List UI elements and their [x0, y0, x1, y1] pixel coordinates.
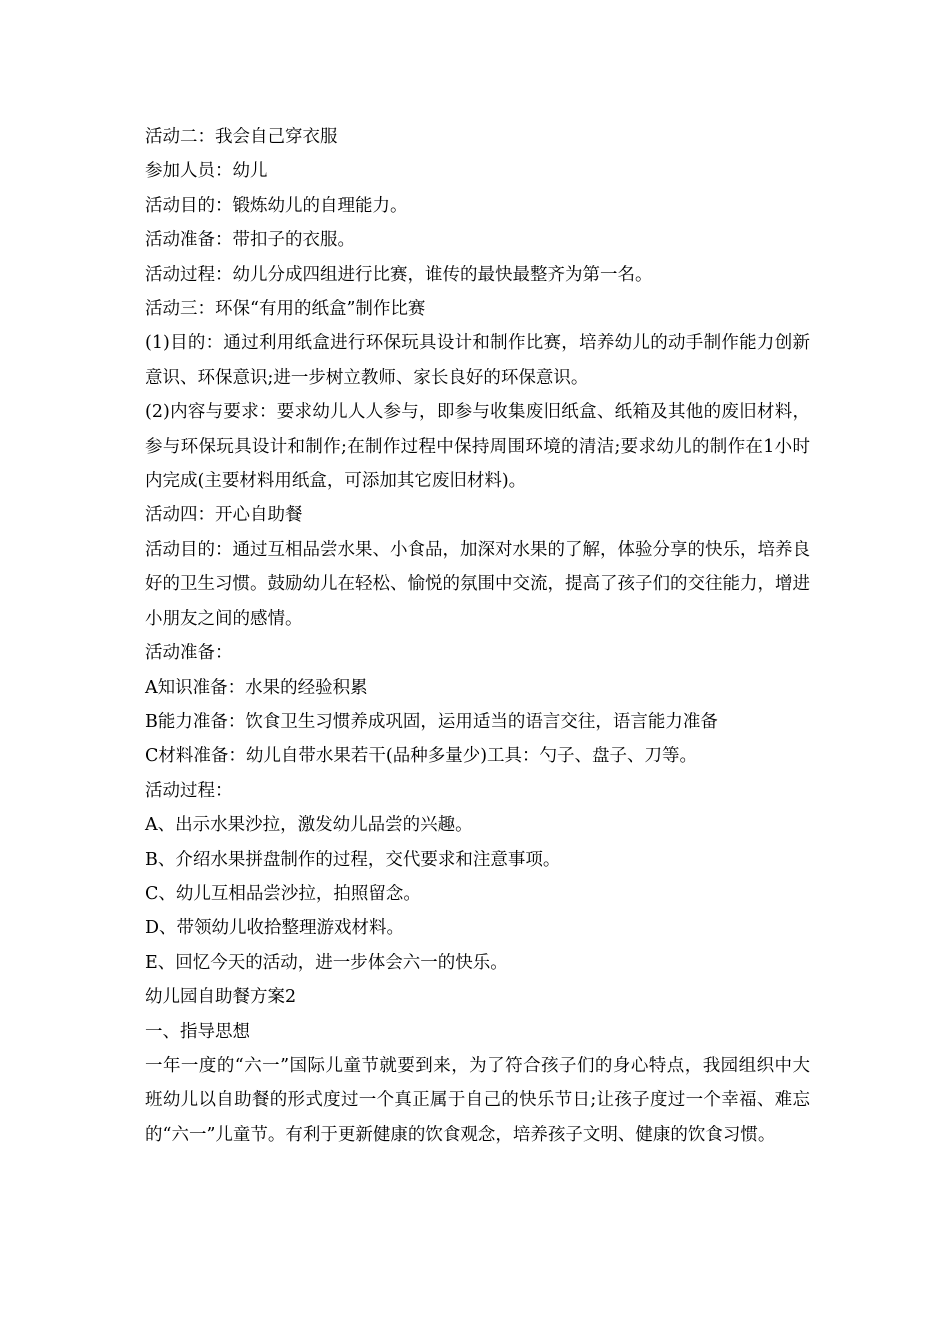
paragraph-activity-2-prep: 活动准备：带扣子的衣服。	[145, 230, 355, 251]
paragraph-prep-c: C材料准备：幼儿自带水果若干(品种多量少)工具：勺子、盘子、刀等。	[145, 746, 698, 767]
paragraph-participants: 参加人员：幼儿	[145, 161, 268, 182]
paragraph-activity-2-process: 活动过程：幼儿分成四组进行比赛，谁传的最快最整齐为第一名。	[145, 264, 653, 285]
paragraph-prep-a: A知识准备：水果的经验积累	[145, 677, 368, 698]
paragraph-activity-2-title: 活动二：我会自己穿衣服	[145, 127, 338, 147]
paragraph-activity-3-title: 活动三：环保“有用的纸盒”制作比赛	[145, 299, 426, 320]
paragraph-process-c: C、幼儿互相品尝沙拉，拍照留念。	[145, 883, 421, 904]
paragraph-prep-b: B能力准备：饮食卫生习惯养成巩固，运用适当的语言交往，语言能力准备	[145, 711, 718, 732]
paragraph-section-1-heading: 一、指导思想	[145, 1021, 250, 1042]
paragraph-activity-2-goal: 活动目的：锻炼幼儿的自理能力。	[145, 195, 408, 216]
paragraph-process-d: D、带领幼儿收拾整理游戏材料。	[145, 918, 405, 939]
paragraph-activity-4-title: 活动四：开心自助餐	[145, 505, 303, 526]
paragraph-activity-3-goal: (1)目的：通过利用纸盒进行环保玩具设计和制作比赛，培养幼儿的动手制作能力创新意识、环保意识;进一步树立教师、家长良好的环保意识。	[145, 333, 810, 388]
paragraph-activity-4-goal: 活动目的：通过互相品尝水果、小食品，加深对水果的了解，体验分享的快乐，培养良好的卫生习惯。鼓励幼儿在轻松、愉悦的氛围中交流，提高了孩子们的交往能力，增进小朋友之间的感情。	[145, 539, 810, 629]
paragraph-activity-3-requirements: (2)内容与要求：要求幼儿人人参与，即参与收集废旧纸盒、纸箱及其他的废旧材料，参与环保玩具设计和制作;在制作过程中保持周围环境的清洁;要求幼儿的制作在1小时内完成(主要材料用纸盒，可添加其它废旧材料)。	[145, 402, 810, 492]
paragraph-activity-4-prep-heading: 活动准备：	[145, 643, 233, 664]
paragraph-process-a: A、出示水果沙拉，激发幼儿品尝的兴趣。	[145, 815, 473, 836]
paragraph-process-e: E、回忆今天的活动，进一步体会六一的快乐。	[145, 952, 508, 973]
paragraph-process-heading: 活动过程：	[145, 780, 233, 801]
paragraph-section-1-body: 一年一度的“六一”国际儿童节就要到来，为了符合孩子们的身心特点，我园组织中大班幼儿以自助餐的形式度过一个真正属于自己的快乐节日;让孩子度过一个幸福、难忘的“六一”儿童节。有利于更新健康的饮食观念，培养孩子文明、健康的饮食习惯。	[145, 1055, 810, 1145]
document-page	[145, 120, 810, 1152]
paragraph-plan-2-title: 幼儿园自助餐方案2	[145, 987, 297, 1008]
paragraph-process-b: B、介绍水果拼盘制作的过程，交代要求和注意事项。	[145, 849, 561, 870]
